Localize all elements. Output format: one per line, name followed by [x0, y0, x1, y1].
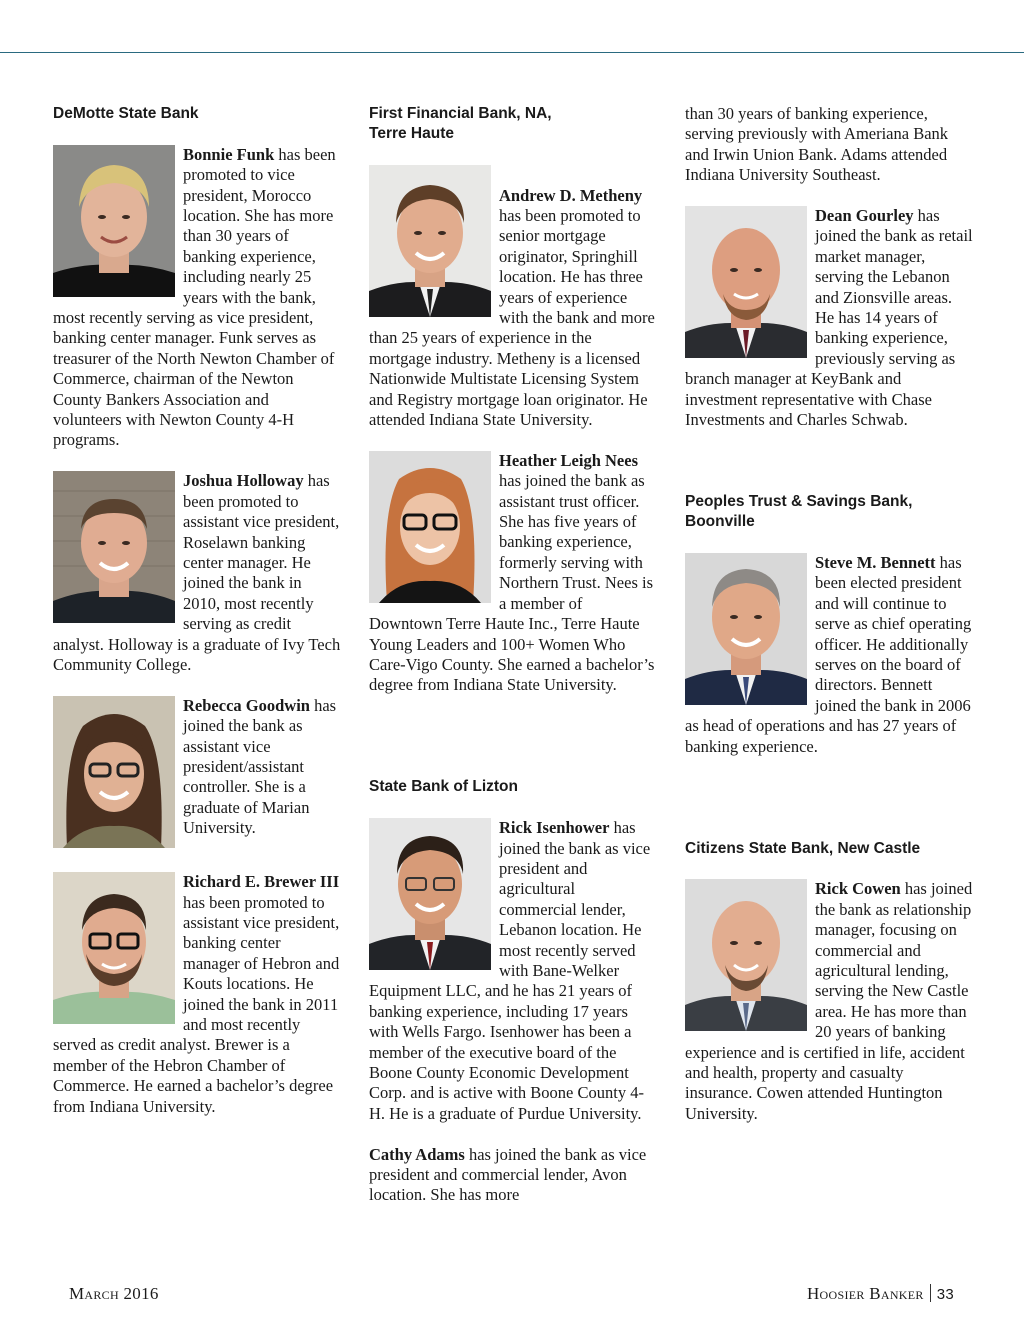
bio-rick-cowen: Rick Cowen has joined the bank as relationship manager, focusing on commercial and agricultural lending, serving the New Castle area. He has more than 20 years of banking experience and is certified in life, accident and health, property and casualty insurance. Cowen attended Huntington University. [685, 879, 973, 1123]
bio-joshua-holloway: Joshua Holloway has been promoted to assistant vice president, Roselawn banking center manager. He joined the bank in 2010, most recently serving as credit analyst. Holloway is a graduate of Ivy Tech Community College. [53, 471, 341, 674]
bio-richard-brewer: Richard E. Brewer III has been promoted to assistant vice president, banking center manager of Hebron and Kouts locations. He joined the bank in 2011 and most recently served as credit analyst. Brewer is a member of the Hebron Chamber of Commerce. He earned a bachelor’s degree from Indiana University. [53, 872, 340, 1116]
bio-cathy-adams: Cathy Adams has joined the bank as vice president and commercial lender, Avon location. She has more [369, 1144, 647, 1205]
bio-andrew-metheny: Andrew D. Metheny has been promoted to senior mortgage originator, Springhill location. He has three years of experience with the bank and more than 25 years of experience in the mortgage industry. Metheny is a licensed Nationwide Multistate Licensing System and Registry mortgage loan originator. He attended Indiana State University. [369, 185, 655, 430]
name-steve-bennett: Steve M. Bennett [815, 552, 936, 572]
bank-heading-lizton: State Bank of Lizton [369, 778, 518, 796]
bank-heading-peoples-trust: Peoples Trust & Savings Bank, Boonville [685, 492, 913, 531]
bio-dean-gourley: Dean Gourley has joined the bank as retail market manager, serving the Lebanon and Zionsville areas. He has 14 years of banking experience, previously serving as branch manager at KeyBank and investment representative with Chase Investments and Charles Schwab. [685, 206, 973, 430]
name-richard-brewer: Richard E. Brewer III [183, 872, 340, 892]
name-rick-isenhower: Rick Isenhower [499, 818, 610, 838]
page-number: 33 [936, 1286, 954, 1303]
name-dean-gourley: Dean Gourley [815, 206, 914, 226]
footer-divider [930, 1284, 931, 1302]
photo-heather-nees [369, 451, 491, 603]
photo-dean-gourley [685, 206, 807, 358]
top-rule [0, 52, 1024, 53]
bank-heading-demotte: DeMotte State Bank [53, 105, 199, 122]
photo-bonnie-funk [53, 145, 175, 297]
name-cathy-adams: Cathy Adams [369, 1144, 465, 1164]
footer-publication-title: Hoosier Banker [806, 1284, 924, 1303]
bio-rick-isenhower: Rick Isenhower has joined the bank as vice president and agricultural commercial lender, Lebanon location. He most recently served with Bane-Welker Equipment LLC, and he has 21 years of banking experience, including 17 years with Wells Fargo. Isenhower has been a member of the executive board of the Boone County Economic Development Corp. and is active with Boone County 4-H. He is a graduate of Purdue University. [369, 818, 651, 1123]
photo-rick-cowen [685, 879, 807, 1031]
column-3 [685, 104, 973, 1124]
photo-rebecca-goodwin [53, 696, 175, 848]
footer-publication [807, 1284, 954, 1304]
bio-cathy-adams-continued: than 30 years of banking experience, serving previously with Ameriana Bank and Irwin Union Bank. Adams attended Indiana University Southeast. [685, 104, 949, 185]
bio-heather-nees: Heather Leigh Nees has joined the bank as assistant trust officer. She has five years of banking experience, formerly serving with Northern Trust. Nees is a member of Downtown Terre Haute Inc., Terre Haute Young Leaders and 100+ Women Who Care-Vigo County. She earned a bachelor’s degree from Indiana State University. [369, 450, 655, 695]
column-1 [53, 104, 341, 1117]
bio-steve-bennett: Steve M. Bennett has been elected president and will continue to serve as chief operating officer. He additionally serves on the board of directors. Bennett joined the bank in 2006 as head of operations and has 27 years of banking experience. [685, 552, 972, 756]
name-rebecca-goodwin: Rebecca Goodwin [183, 695, 310, 715]
column-2 [369, 104, 657, 1206]
photo-steve-bennett [685, 553, 807, 705]
name-andrew-metheny: Andrew D. Metheny [499, 185, 643, 205]
bio-rebecca-goodwin: Rebecca Goodwin has joined the bank as assistant vice president/assistant controller. She is a graduate of Marian University. [183, 695, 337, 838]
bank-heading-first-financial: First Financial Bank, NA, Terre Haute [369, 105, 552, 143]
name-joshua-holloway: Joshua Holloway [183, 471, 304, 491]
photo-rick-isenhower [369, 818, 491, 970]
name-rick-cowen: Rick Cowen [815, 879, 901, 899]
photo-andrew-metheny [369, 165, 491, 317]
photo-joshua-holloway [53, 471, 175, 623]
photo-richard-brewer [53, 872, 175, 1024]
footer-issue-date: March 2016 [69, 1284, 159, 1303]
name-heather-nees: Heather Leigh Nees [499, 450, 639, 470]
bio-bonnie-funk: Bonnie Funk has been promoted to vice president, Morocco location. She has more than 30 years of banking experience, including nearly 25 years with the bank, most recently serving as vice president, banking center manager. Funk serves as treasurer of the North Newton Chamber of Commerce, chairman of the Newton County Bankers Association and volunteers with Newton County 4-H programs. [53, 144, 336, 450]
name-bonnie-funk: Bonnie Funk [183, 144, 275, 164]
bank-heading-citizens-state: Citizens State Bank, New Castle [685, 839, 921, 857]
